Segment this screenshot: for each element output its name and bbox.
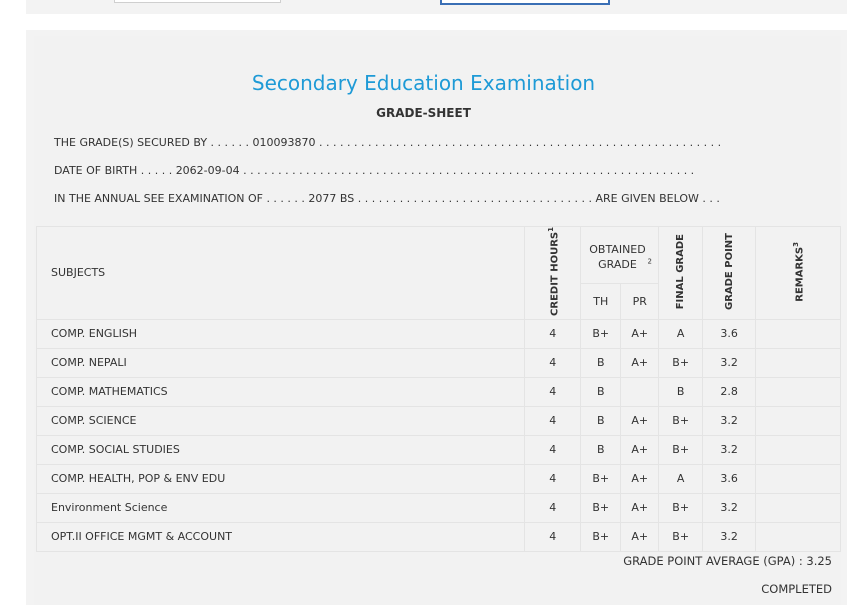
- subject-cell: COMP. SOCIAL STUDIES: [37, 435, 525, 464]
- grades-table: [36, 226, 841, 552]
- remarks-cell: [756, 435, 841, 464]
- subject-cell: COMP. HEALTH, POP & ENV EDU: [37, 464, 525, 493]
- date-of-birth-line: DATE OF BIRTH . . . . . 2062-09-04 . . . . . . . . . . . . . . . . . . . . . . . . . . . . . . . . . . . . . . . . . . . . . . . . . . . . . . . . . . . . . . . . .: [54, 164, 695, 177]
- credit-cell: 4: [525, 377, 581, 406]
- th-grade-cell: B: [581, 348, 621, 377]
- table-row: [37, 406, 841, 435]
- final-grade-cell: A: [659, 464, 703, 493]
- grade-point-cell: 3.2: [703, 435, 756, 464]
- obtained-grade-header: OBTAINED GRADE $^2$: [581, 227, 659, 284]
- final-grade-cell: B: [659, 377, 703, 406]
- final-grade-cell: B+: [659, 348, 703, 377]
- pr-grade-cell: A+: [621, 319, 659, 348]
- grade-point-cell: 3.6: [703, 319, 756, 348]
- remarks-cell: [756, 464, 841, 493]
- symbol-number-value: 010093870: [252, 136, 316, 149]
- result-status: COMPLETED: [761, 582, 832, 596]
- pr-grade-cell: A+: [621, 493, 659, 522]
- th-grade-cell: B+: [581, 522, 621, 551]
- grade-point-cell: 3.2: [703, 348, 756, 377]
- table-row: [37, 377, 841, 406]
- view-result-button[interactable]: [440, 0, 610, 5]
- th-header: TH: [581, 283, 621, 319]
- grade-sheet-heading: GRADE-SHEET: [376, 106, 471, 120]
- table-row: [37, 319, 841, 348]
- dob-value: 2062-09-04: [175, 164, 240, 177]
- final-grade-header: FINAL GRADE: [659, 227, 703, 320]
- final-grade-cell: B+: [659, 493, 703, 522]
- exam-year-value: 2077 BS: [308, 192, 355, 205]
- subjects-header: SUBJECTS: [37, 227, 525, 320]
- th-grade-cell: B: [581, 377, 621, 406]
- remarks-cell: [756, 522, 841, 551]
- credit-cell: 4: [525, 406, 581, 435]
- credit-cell: 4: [525, 464, 581, 493]
- grade-point-cell: 2.8: [703, 377, 756, 406]
- credit-cell: 4: [525, 348, 581, 377]
- remarks-header: REMARKS$^3$: [756, 227, 841, 320]
- grade-point-cell: 3.2: [703, 406, 756, 435]
- gpa-summary: GRADE POINT AVERAGE (GPA) : 3.25: [623, 554, 832, 568]
- subject-cell: COMP. MATHEMATICS: [37, 377, 525, 406]
- pr-grade-cell: A+: [621, 406, 659, 435]
- remarks-cell: [756, 493, 841, 522]
- th-grade-cell: B+: [581, 319, 621, 348]
- final-grade-cell: B+: [659, 522, 703, 551]
- table-row: [37, 435, 841, 464]
- gpa-value: 3.25: [806, 554, 832, 568]
- credit-cell: 4: [525, 493, 581, 522]
- credit-cell: 4: [525, 435, 581, 464]
- exam-year-line: IN THE ANNUAL SEE EXAMINATION OF . . . . . . 2077 BS . . . . . . . . . . . . . . . . . . . . . . . . . . . . . . . . . . ARE GIVEN BELOW . . .: [54, 192, 720, 205]
- pr-grade-cell: A+: [621, 348, 659, 377]
- credit-hours-header: CREDIT HOURS$^1$: [525, 227, 581, 320]
- final-grade-cell: B+: [659, 406, 703, 435]
- remarks-cell: [756, 406, 841, 435]
- th-grade-cell: B: [581, 406, 621, 435]
- pr-header: PR: [621, 283, 659, 319]
- table-row: [37, 348, 841, 377]
- th-grade-cell: B+: [581, 464, 621, 493]
- final-grade-cell: A: [659, 319, 703, 348]
- th-grade-cell: B: [581, 435, 621, 464]
- top-toolbar: [26, 0, 847, 14]
- credit-cell: 4: [525, 522, 581, 551]
- grade-point-cell: 3.6: [703, 464, 756, 493]
- grade-point-cell: 3.2: [703, 493, 756, 522]
- subject-cell: COMP. NEPALI: [37, 348, 525, 377]
- table-row: [37, 493, 841, 522]
- grade-point-cell: 3.2: [703, 522, 756, 551]
- remarks-cell: [756, 319, 841, 348]
- subject-cell: COMP. SCIENCE: [37, 406, 525, 435]
- subject-cell: Environment Science: [37, 493, 525, 522]
- symbol-number-input[interactable]: [114, 0, 281, 3]
- exam-title: Secondary Education Examination: [251, 71, 596, 95]
- grade-point-header: GRADE POINT: [703, 227, 756, 320]
- remarks-cell: [756, 348, 841, 377]
- pr-grade-cell: A+: [621, 464, 659, 493]
- table-row: [37, 464, 841, 493]
- pr-grade-cell: [621, 377, 659, 406]
- table-row: [37, 522, 841, 551]
- final-grade-cell: B+: [659, 435, 703, 464]
- remarks-cell: [756, 377, 841, 406]
- pr-grade-cell: A+: [621, 522, 659, 551]
- pr-grade-cell: A+: [621, 435, 659, 464]
- subject-cell: OPT.II OFFICE MGMT & ACCOUNT: [37, 522, 525, 551]
- secured-by-line: THE GRADE(S) SECURED BY . . . . . . 010093870 . . . . . . . . . . . . . . . . . . . . . . . . . . . . . . . . . . . . . . . . . . . . . . . . . . . . . . . . . .: [54, 136, 722, 149]
- subject-cell: COMP. ENGLISH: [37, 319, 525, 348]
- th-grade-cell: B+: [581, 493, 621, 522]
- credit-cell: 4: [525, 319, 581, 348]
